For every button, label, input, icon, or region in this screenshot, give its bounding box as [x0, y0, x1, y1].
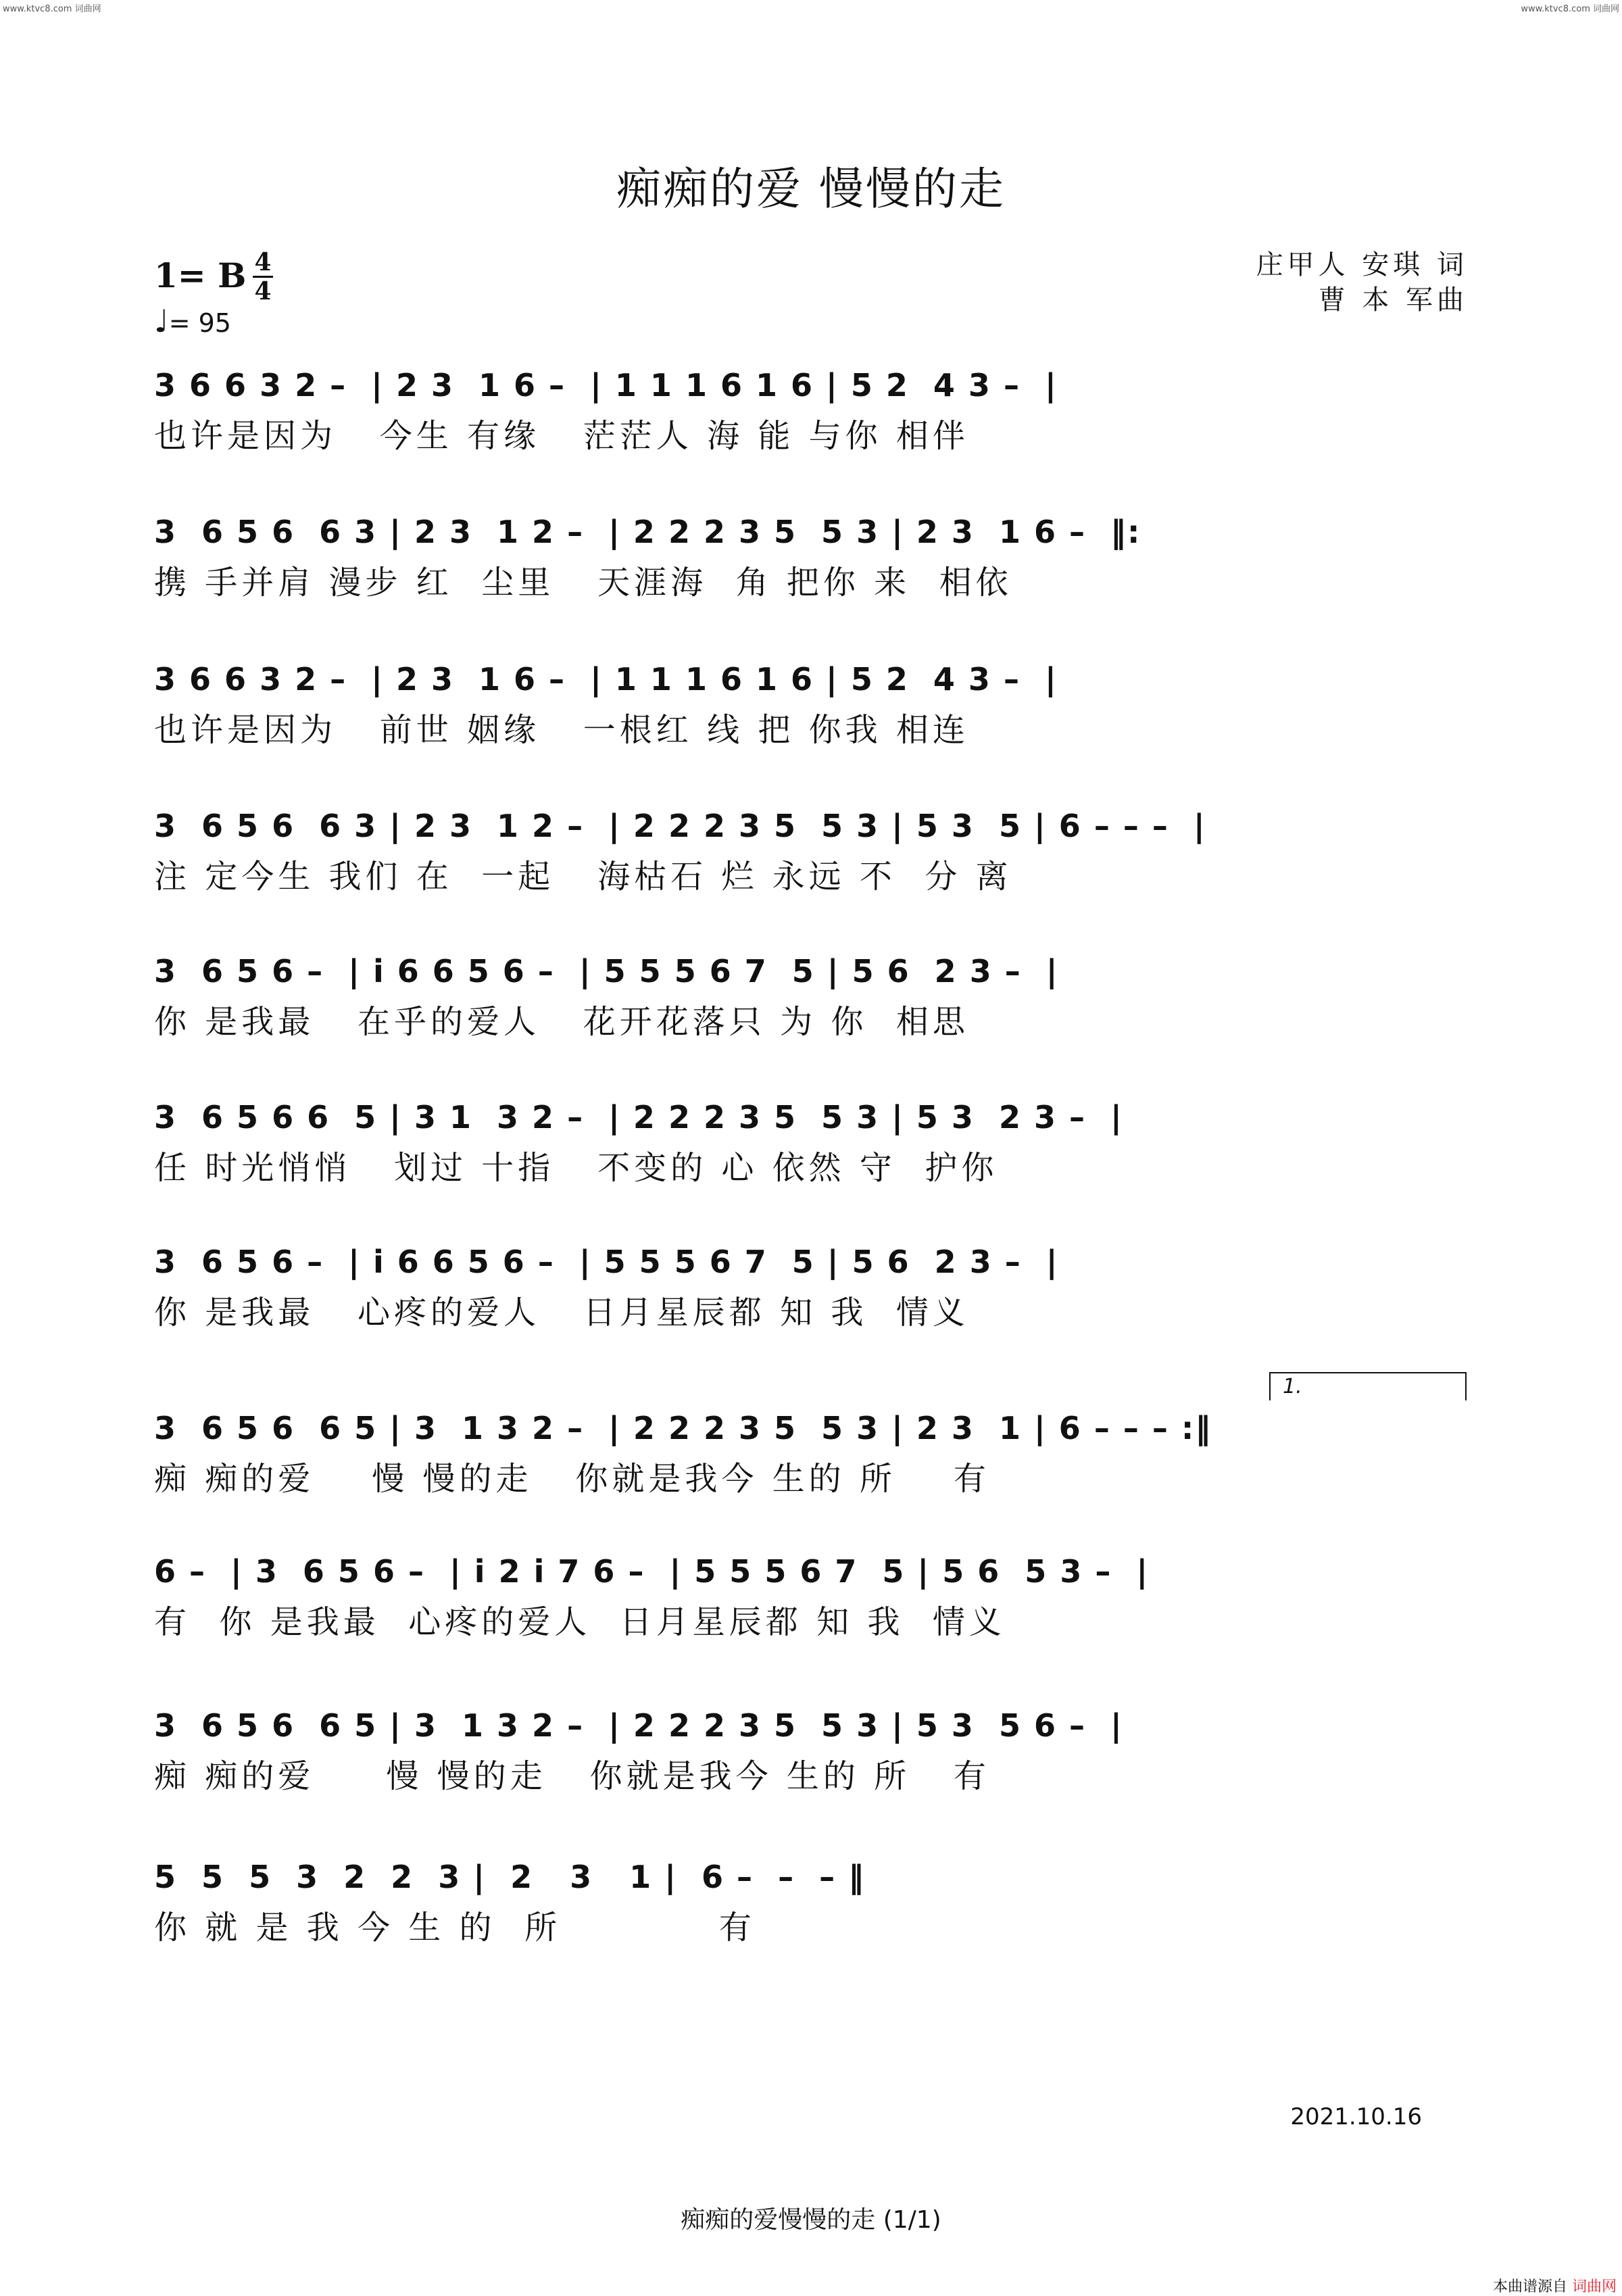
notation-line: 5 5 5 3 2 2 3 | 2 3 1 | 6 – – – ‖: [154, 1859, 866, 1895]
score-system-2: [154, 508, 1469, 616]
score-system-9: [154, 1548, 1469, 1656]
composer-credit: 曹 本 军曲: [1318, 285, 1468, 316]
lyrics-line: 你 是我最 在乎的爱人 花开花落只 为 你 相思: [154, 1003, 969, 1041]
notation-line: 3 6 6 3 2 – | 2 3 1 6 – | 1 1 1 6 1 6 | 5 2 4 3 – |: [154, 661, 1058, 698]
lyrics-line: 你 是我最 心疼的爱人 日月星辰都 知 我 情义: [154, 1294, 969, 1332]
notation-line: 3 6 5 6 6 5 | 3 1 3 2 – | 2 2 2 3 5 5 3 | 5 3 2 3 – |: [154, 1099, 1123, 1135]
lyrics-line: 也许是因为 前世 姻缘 一根红 线 把 你我 相连: [154, 711, 969, 749]
score-date: 2021.10.16: [1290, 2103, 1422, 2130]
score-system-7: [154, 1238, 1469, 1346]
notation-line: 3 6 5 6 – | i 6 6 5 6 – | 5 5 5 6 7 5 | 5 6 2 3 – |: [154, 1244, 1059, 1280]
key-signature: 1= B: [154, 255, 247, 295]
song-title: 痴痴的爱 慢慢的走: [616, 163, 1006, 215]
score-system-11: [154, 1853, 1469, 1961]
time-signature: [253, 248, 273, 306]
lyrics-line: 痴 痴的爱 慢 慢的走 你就是我今 生的 所 有: [154, 1757, 990, 1795]
score-system-8: [154, 1405, 1469, 1513]
notation-line: 3 6 5 6 6 3 | 2 3 1 2 – | 2 2 2 3 5 5 3 | 5 3 5 | 6 – – – |: [154, 808, 1206, 844]
score-system-1: [154, 362, 1469, 470]
tempo-marking: [154, 303, 231, 339]
tempo-value: = 95: [168, 308, 231, 338]
page-footer: 痴痴的爱慢慢的走 (1/1): [681, 2206, 941, 2234]
score-system-3: [154, 656, 1469, 764]
volta-label: 1.: [1283, 1375, 1302, 1398]
time-signature-top: 4: [254, 248, 272, 276]
lyrics-line: 也许是因为 今生 有缘 茫茫人 海 能 与你 相伴: [154, 417, 969, 455]
watermark-right: www.ktvc8.com 词曲网: [1521, 4, 1619, 14]
notation-line: 6 – | 3 6 5 6 – | i 2 i 7 6 – | 5 5 5 6 7 5 | 5 6 5 3 – |: [154, 1553, 1150, 1590]
source-credit-site[interactable]: 词曲网: [1571, 2278, 1617, 2295]
source-credit: [1493, 2275, 1617, 2296]
notation-line: 3 6 5 6 6 5 | 3 1 3 2 – | 2 2 2 3 5 5 3 | 5 3 5 6 – |: [154, 1707, 1123, 1744]
quarter-note-icon: ♩: [154, 303, 169, 339]
lyrics-line: 有 你 是我最 心疼的爱人 日月星辰都 知 我 情义: [154, 1603, 1006, 1641]
volta-bracket: [1269, 1372, 1467, 1400]
score-system-10: [154, 1702, 1469, 1810]
notation-line: 3 6 5 6 6 5 | 3 1 3 2 – | 2 2 2 3 5 5 3 | 2 3 1 | 6 – – – :‖: [154, 1410, 1212, 1446]
lyricist-credit: 庄甲人 安琪 词: [1256, 249, 1468, 280]
lyrics-line: 你 就 是 我 今 生 的 所 有: [154, 1909, 756, 1947]
score-system-4: [154, 802, 1469, 910]
time-signature-bottom: 4: [254, 277, 272, 306]
score-system-6: [154, 1094, 1469, 1202]
lyrics-line: 任 时光悄悄 划过 十指 不变的 心 依然 守 护你: [154, 1149, 998, 1187]
notation-line: 3 6 5 6 6 3 | 2 3 1 2 – | 2 2 2 3 5 5 3 | 2 3 1 6 – ‖:: [154, 514, 1141, 550]
notation-line: 3 6 5 6 – | i 6 6 5 6 – | 5 5 5 6 7 5 | 5 6 2 3 – |: [154, 953, 1059, 990]
lyrics-line: 携 手并肩 漫步 红 尘里 天涯海 角 把你 来 相依: [154, 564, 1012, 602]
lyrics-line: 痴 痴的爱 慢 慢的走 你就是我今 生的 所 有: [154, 1460, 990, 1498]
watermark-left: www.ktvc8.com 词曲网: [3, 4, 101, 14]
score-system-5: [154, 948, 1469, 1056]
notation-line: 3 6 6 3 2 – | 2 3 1 6 – | 1 1 1 6 1 6 | 5 2 4 3 – |: [154, 367, 1058, 404]
source-credit-text: 本曲谱源自: [1492, 2278, 1567, 2295]
lyrics-line: 注 定今生 我们 在 一起 海枯石 烂 永远 不 分 离: [154, 858, 1012, 896]
